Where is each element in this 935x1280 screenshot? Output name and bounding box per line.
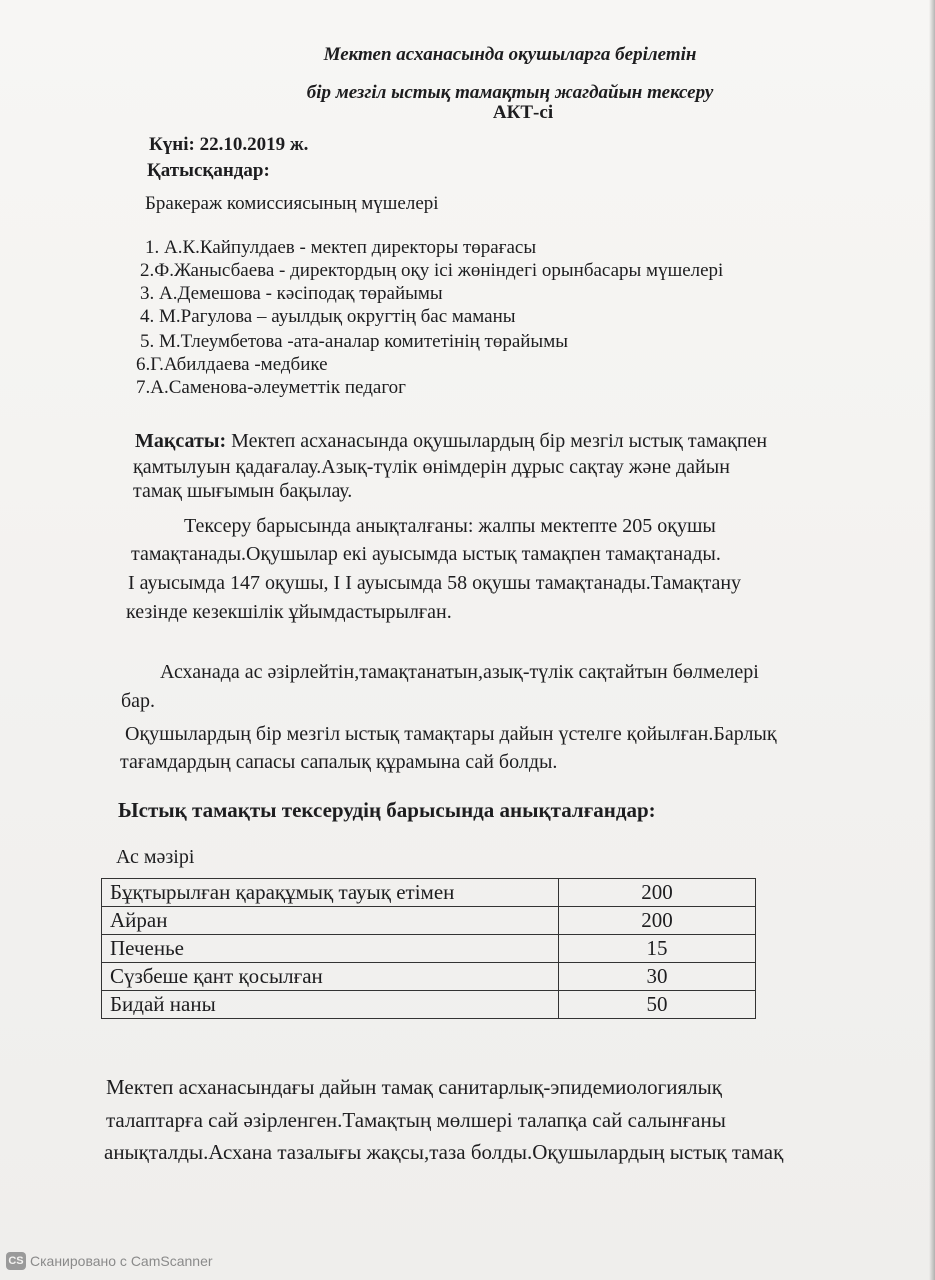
member-line: 7.А.Саменова-әлеуметтік педагог (136, 377, 406, 398)
camscanner-logo-icon: CS (6, 1252, 26, 1270)
conclusion-line: талаптарға сай әзірленген.Тамақтың мөлшері талапқа сай салынғаны (106, 1108, 726, 1132)
member-line: 4. М.Рагулова – ауылдық округтің бас маманы (140, 306, 516, 327)
conclusion-line: анықталды.Асхана тазалығы жақсы,таза болды.Оқушылардың ыстық тамақ (104, 1140, 784, 1164)
commission-label: Бракераж комиссиясының мүшелері (145, 193, 439, 214)
findings-line: кезінде кезекшілік ұйымдастырылған. (126, 601, 452, 623)
menu-qty: 30 (559, 963, 756, 991)
menu-item: Сүзбеше қант қосылған (102, 963, 559, 991)
kitchen-line: Оқушылардың бір мезгіл ыстық тамақтары дайын үстелге қойылған.Барлық (125, 723, 777, 745)
findings-line: І ауысымда 147 оқушы, І І ауысымда 58 оқушы тамақтанады.Тамақтану (128, 572, 742, 594)
menu-item: Бидай наны (102, 991, 559, 1019)
member-line: 1. А.К.Кайпулдаев - мектеп директоры төрағасы (145, 237, 537, 258)
menu-item: Бұқтырылған қарақұмық тауық етімен (102, 879, 559, 907)
table-row (102, 879, 756, 907)
section-heading: Ыстық тамақты тексерудің барысында анықталғандар: (118, 798, 656, 822)
menu-item: Печенье (102, 935, 559, 963)
doc-title-line3: АКТ-сі (492, 102, 554, 123)
purpose-text: Мектеп асханасында оқушылардың бір мезгіл ыстық тамақпен (226, 430, 768, 452)
menu-qty: 50 (559, 991, 756, 1019)
page-edge-shadow (929, 0, 935, 1280)
findings-line: тамақтанады.Оқушылар екі ауысымда ыстық тамақпен тамақтанады. (131, 543, 721, 565)
table-row (102, 963, 756, 991)
kitchen-line: тағамдардың сапасы сапалық құрамына сай болды. (120, 751, 558, 773)
table-row (102, 991, 756, 1019)
purpose-line2: қамтылуын қадағалау.Азық-түлік өнімдерін дұрыс сақтау және дайын (133, 456, 730, 478)
camscanner-watermark (6, 1252, 213, 1270)
table-row (102, 935, 756, 963)
table-row (102, 907, 756, 935)
findings-line: Тексеру барысында анықталғаны: жалпы мектепте 205 оқушы (184, 515, 716, 537)
member-line: 3. А.Демешова - кәсіподақ төрайымы (140, 283, 443, 304)
menu-qty: 15 (559, 935, 756, 963)
doc-title-line2: бір мезгіл ыстық тамақтың жагдайын тексеру (306, 82, 714, 103)
purpose-label: Мақсаты: (135, 430, 227, 452)
menu-qty: 200 (559, 907, 756, 935)
member-line: 5. М.Тлеумбетова -ата-аналар комитетінің төрайымы (140, 331, 568, 352)
member-line: 2.Ф.Жанысбаева - директордың оқу ісі жөніндегі орынбасары мүшелері (140, 260, 724, 281)
menu-qty: 200 (559, 879, 756, 907)
member-line: 6.Г.Абилдаева -медбике (136, 354, 328, 375)
kitchen-line: бар. (121, 690, 156, 712)
menu-table (101, 878, 756, 1019)
conclusion-line: Мектеп асханасындағы дайын тамақ санитарлық-эпидемиологиялық (106, 1075, 722, 1099)
menu-label: Ас мәзірі (116, 846, 195, 868)
purpose-line1 (135, 430, 767, 453)
doc-title-line1: Мектеп асханасында оқушыларга берілетін (323, 44, 697, 65)
participants-label: Қатысқандар: (147, 160, 270, 181)
purpose-line3: тамақ шығымын бақылау. (133, 480, 353, 502)
kitchen-line: Асханада ас әзірлейтін,тамақтанатын,азық-түлік сақтайтын бөлмелері (160, 661, 759, 683)
doc-date: Күні: 22.10.2019 ж. (149, 134, 309, 155)
menu-item: Айран (102, 907, 559, 935)
watermark-text: Сканировано с CamScanner (30, 1253, 213, 1269)
